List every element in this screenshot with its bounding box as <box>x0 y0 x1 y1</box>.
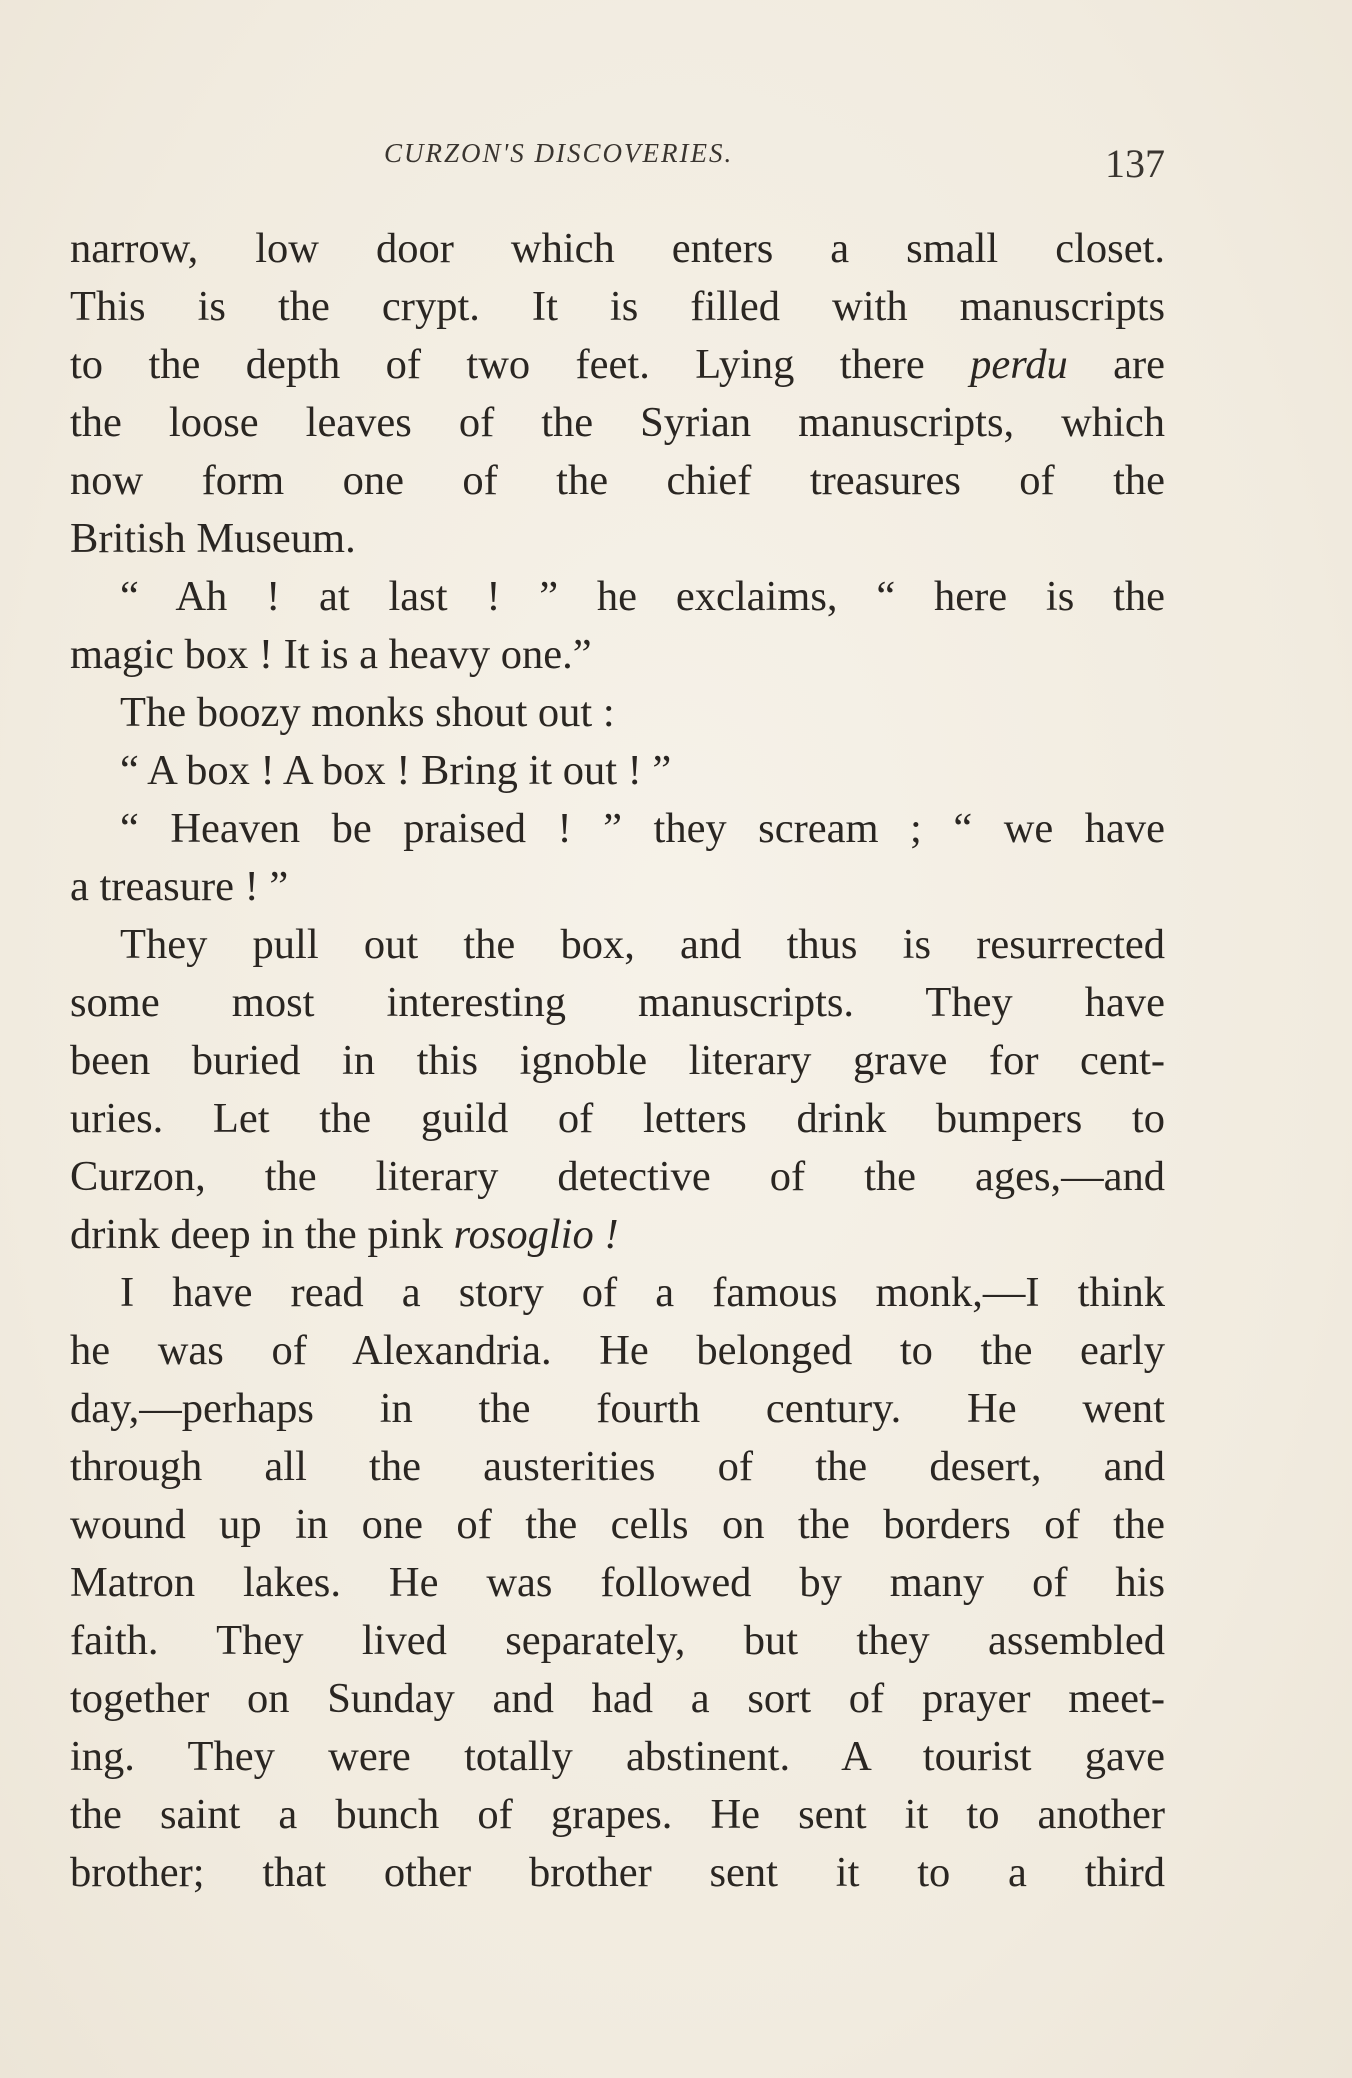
text-line: he was of Alexandria. He belonged to the early <box>70 1327 1165 1374</box>
text-line: narrow, low door which enters a small closet. <box>70 225 1165 272</box>
text-line: to the depth of two feet. Lying there perdu are <box>70 341 1165 388</box>
text-line: a treasure ! ” <box>70 863 289 910</box>
text-line: British Museum. <box>70 515 356 562</box>
italic-phrase: rosoglio ! <box>453 1211 619 1258</box>
text-line: the saint a bunch of grapes. He sent it to another <box>70 1791 1165 1838</box>
running-title: CURZON'S DISCOVERIES. <box>384 138 734 168</box>
text-line: Matron lakes. He was followed by many of his <box>70 1559 1165 1606</box>
text-line: brother; that other brother sent it to a third <box>70 1849 1165 1896</box>
text-line: wound up in one of the cells on the borders of the <box>70 1501 1165 1548</box>
text-line: drink deep in the pink rosoglio ! <box>70 1211 619 1258</box>
text-line: uries. Let the guild of letters drink bumpers to <box>70 1095 1165 1142</box>
text-line: through all the austerities of the desert, and <box>70 1443 1165 1490</box>
text-line: now form one of the chief treasures of the <box>70 457 1165 504</box>
text-line: the loose leaves of the Syrian manuscripts, which <box>70 399 1165 446</box>
text-line: been buried in this ignoble literary grave for cent- <box>70 1037 1165 1084</box>
text-line: some most interesting manuscripts. They have <box>70 979 1165 1026</box>
text-line: I have read a story of a famous monk,—I think <box>120 1269 1165 1316</box>
italic-phrase: perdu <box>970 341 1068 388</box>
text-line: together on Sunday and had a sort of prayer meet- <box>70 1675 1165 1722</box>
text-line: ing. They were totally abstinent. A tourist gave <box>70 1733 1165 1780</box>
text-line: They pull out the box, and thus is resurrected <box>120 921 1165 968</box>
running-head <box>0 134 1352 186</box>
text-line: “ Ah ! at last ! ” he exclaims, “ here is the <box>120 573 1165 620</box>
text-line: magic box ! It is a heavy one.” <box>70 631 592 678</box>
text-line: “ A box ! A box ! Bring it out ! ” <box>120 747 672 794</box>
text-line: day,—perhaps in the fourth century. He went <box>70 1385 1165 1432</box>
text-line: faith. They lived separately, but they assembled <box>70 1617 1165 1664</box>
text-line: The boozy monks shout out : <box>120 689 615 736</box>
text-line: “ Heaven be praised ! ” they scream ; “ we have <box>120 805 1165 852</box>
page-number: 137 <box>1105 141 1165 186</box>
text-line: Curzon, the literary detective of the ages,—and <box>70 1153 1165 1200</box>
body-text <box>70 220 1165 1902</box>
text-line: This is the crypt. It is filled with manuscripts <box>70 283 1165 330</box>
